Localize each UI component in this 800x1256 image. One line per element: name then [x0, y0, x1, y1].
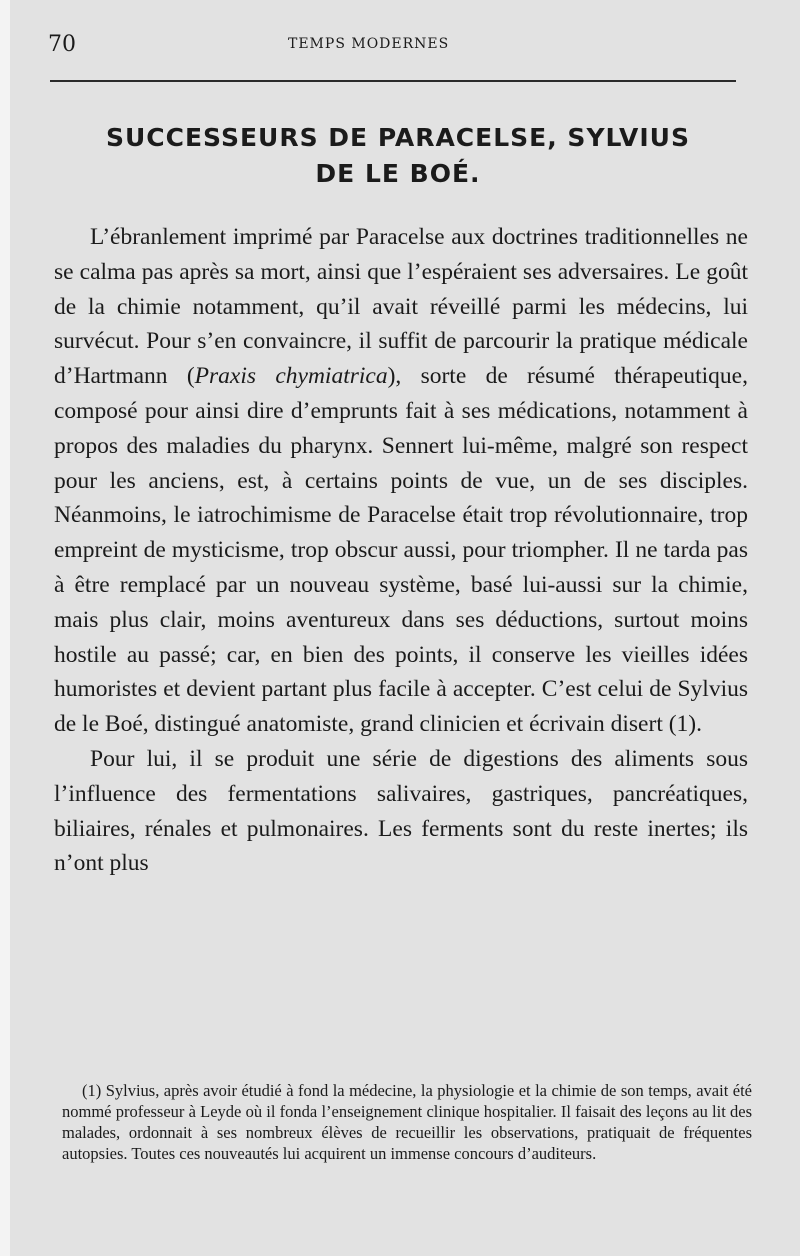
- footnote: [62, 1080, 752, 1164]
- paragraph-2: Pour lui, il se produit une série de digestions des aliments sous l’influence des fermentations salivaires, gastriques, pancréatiques, biliaires, rénales et pulmonaires. Les ferments sont du reste inertes; ils n’ont plus: [54, 745, 748, 877]
- page-edge: [0, 0, 10, 1256]
- running-title: TEMPS MODERNES: [288, 36, 450, 52]
- chapter-title-line-1: SUCCESSEURS DE PARACELSE, SYLVIUS: [105, 123, 690, 152]
- chapter-title: [48, 120, 748, 192]
- book-title-italic: Praxis chymiatrica: [194, 363, 388, 390]
- footnote-text: (1) Sylvius, après avoir étudié à fond la médecine, la physiologie et la chimie de son temps, avait été nommé professeur à Leyde où il fonda l’enseignement clinique hospitalier. Il faisait des leçons au lit des malades, ordonnait à ses nombreux élèves de recueillir les observations, pratiquait de fréquentes autopsies. Toutes ces nouveautés lui acquirent un immense concours d’auditeurs.: [62, 1081, 752, 1163]
- paragraph-1-text-b: ), sorte de résumé thérapeutique, composé pour ainsi dire d’emprunts fait à ses médications, notamment à propos des maladies du pharynx. Sennert lui-même, malgré son respect pour les anciens, est, à certains points de vue, un de ses disciples. Néanmoins, le iatrochimisme de Paracelse était trop révolutionnaire, trop empreint de mysticisme, trop obscur aussi, pour triompher. Il ne tarda pas à être remplacé par un nouveau système, basé lui-aussi sur la chimie, mais plus clair, moins aventureux dans ses déductions, surtout moins hostile au passé; car, en bien des points, il conserve les vieilles idées humoristes et devient partant plus facile à accepter. C’est celui de Sylvius de le Boé, distingué anatomiste, grand clinicien et écrivain disert (1).: [54, 363, 748, 738]
- running-head: [48, 32, 738, 62]
- header-rule: [50, 80, 736, 82]
- paragraph-1-text-a: L’ébranlement imprimé par Paracelse aux doctrines traditionnelles ne se calma pas après sa mort, ainsi que l’espéraient ses adversaires. Le goût de la chimie notamment, qu’il avait réveillé parmi les médecins, lui survécut. Pour s’en convaincre, il suffit de parcourir la pratique médicale d’Hartmann (: [54, 224, 748, 390]
- page-number: 70: [48, 32, 76, 57]
- chapter-title-line-2: DE LE BOÉ.: [315, 159, 481, 188]
- body-text: [54, 220, 748, 881]
- paragraph-1: [54, 220, 748, 742]
